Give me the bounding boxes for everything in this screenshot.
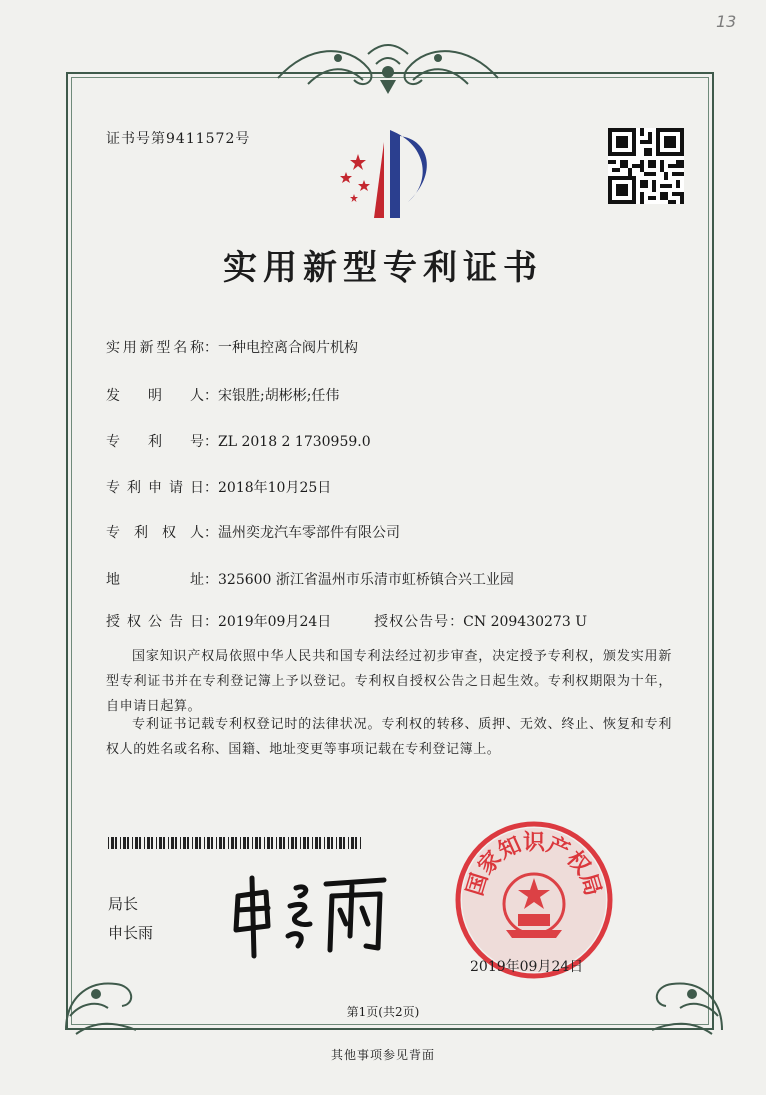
certificate-title: 实用新型专利证书 — [223, 248, 543, 288]
field-label: 地址 — [106, 572, 204, 588]
field-application-date: 专利申请日：2018年10月25日 — [106, 477, 331, 497]
bottom-right-ornament — [642, 960, 732, 1040]
pencil-page-mark: 13 — [716, 12, 737, 31]
director-name: 申长雨 — [108, 924, 154, 942]
field-label: 专利号 — [106, 434, 204, 450]
field-value: ZL 2018 2 1730959.0 — [218, 434, 371, 450]
field-patent-number: 专利号：ZL 2018 2 1730959.0 — [106, 431, 371, 451]
barcode — [108, 834, 364, 846]
field-label: 实用新型名称 — [106, 340, 204, 356]
svg-text:国家知识产权局: 国家知识产权局 — [462, 830, 606, 899]
field-label: 发明人 — [106, 388, 204, 404]
field-grant: 授权公告日：2019年09月24日 授权公告号：CN 209430273 U — [106, 611, 587, 631]
field-utility-model-name: 实用新型名称：一种电控离合阀片机构 — [106, 337, 358, 357]
field-value: 宋银胜;胡彬彬;任伟 — [218, 388, 340, 404]
cnipa-logo — [334, 122, 444, 226]
field-label: 专利申请日 — [106, 480, 204, 496]
qr-code[interactable] — [608, 128, 684, 208]
grant-date-value: 2019年09月24日 — [218, 614, 332, 630]
director-title: 局长 — [108, 895, 139, 913]
grant-number-label: 授权公告号 — [374, 614, 450, 630]
bottom-left-ornament — [56, 960, 146, 1040]
seal-date: 2019年09月24日 — [470, 959, 584, 975]
field-value: 温州奕龙汽车零部件有限公司 — [218, 525, 400, 541]
grant-number-value: CN 209430273 U — [463, 614, 587, 630]
top-ornament — [268, 34, 508, 98]
statement-paragraph-1: 国家知识产权局依照中华人民共和国专利法经过初步审查，决定授予专利权，颁发实用新型专利证书并在专利登记簿上予以登记。专利权自授权公告之日起生效。专利权期限为十年，自申请日起算。 — [106, 649, 672, 714]
statement-paragraph-2: 专利证书记载专利权登记时的法律状况。专利权的转移、质押、无效、终止、恢复和专利权人的姓名或名称、国籍、地址变更等事项记载在专利登记簿上。 — [106, 717, 672, 757]
director-signature — [226, 866, 396, 970]
page-number: 第1页(共2页) — [346, 1005, 420, 1019]
footer-note: 其他事项参见背面 — [330, 1048, 435, 1062]
field-value: 2018年10月25日 — [218, 480, 332, 496]
field-label: 专利权人 — [106, 525, 204, 541]
field-value: 325600 浙江省温州市乐清市虹桥镇合兴工业园 — [218, 572, 514, 588]
field-inventors: 发明人：宋银胜;胡彬彬;任伟 — [106, 385, 339, 405]
field-value: 一种电控离合阀片机构 — [218, 340, 358, 356]
grant-date-label: 授权公告日 — [106, 614, 204, 630]
field-patentee: 专利权人：温州奕龙汽车零部件有限公司 — [106, 522, 400, 542]
field-address: 地址：325600 浙江省温州市乐清市虹桥镇合兴工业园 — [106, 569, 514, 589]
certificate-number: 证书号第9411572号 — [106, 131, 251, 147]
